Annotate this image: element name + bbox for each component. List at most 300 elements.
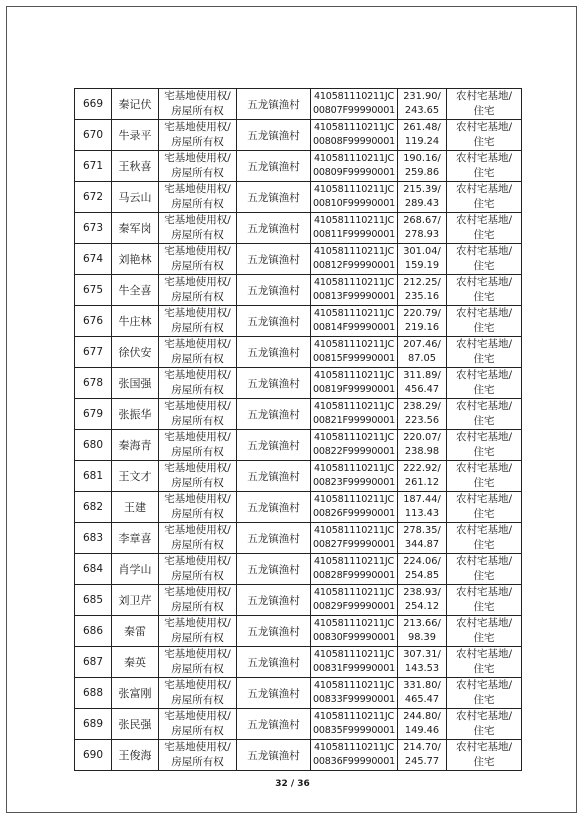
right-type-line: 宅基地使用权/ <box>164 493 231 505</box>
area-line: 119.24 <box>404 136 440 147</box>
area-line: 207.46/ <box>403 339 441 350</box>
right-type-line: 房屋所有权 <box>171 725 224 737</box>
area-cell <box>398 275 447 306</box>
land-use-line: 住宅 <box>473 632 495 644</box>
right-type-line: 房屋所有权 <box>171 570 224 582</box>
unit-code-line: 410581110211JC <box>314 587 394 598</box>
unit-code-line: 410581110211JC <box>314 556 394 567</box>
right-type-line: 宅基地使用权/ <box>164 710 231 722</box>
land-use-cell <box>447 678 522 709</box>
land-use-line: 住宅 <box>473 322 495 334</box>
land-use-line: 农村宅基地/ <box>455 152 513 164</box>
area-cell <box>398 337 447 368</box>
unit-code-line: 00828F99990001 <box>312 570 396 581</box>
land-use-cell <box>447 585 522 616</box>
location-cell: 五龙镇渔村 <box>237 554 311 585</box>
right-type-cell <box>159 585 237 616</box>
right-type-cell <box>159 306 237 337</box>
land-use-line: 农村宅基地/ <box>455 648 513 660</box>
unit-code-line: 00827F99990001 <box>312 539 396 550</box>
area-line: 212.25/ <box>403 277 441 288</box>
right-type-cell <box>159 492 237 523</box>
table-row <box>75 616 522 647</box>
unit-code-line: 410581110211JC <box>314 432 394 443</box>
land-use-cell <box>447 306 522 337</box>
land-use-line: 农村宅基地/ <box>455 400 513 412</box>
owner-name-cell: 秦海青 <box>112 430 159 461</box>
unit-code-line: 410581110211JC <box>314 463 394 474</box>
unit-code-line: 00831F99990001 <box>312 663 396 674</box>
area-cell <box>398 678 447 709</box>
right-type-cell <box>159 368 237 399</box>
unit-code-line: 410581110211JC <box>314 401 394 412</box>
right-type-cell <box>159 399 237 430</box>
row-number-cell: 676 <box>75 306 112 337</box>
owner-name-cell: 王俊海 <box>112 740 159 771</box>
land-use-line: 住宅 <box>473 229 495 241</box>
row-number-cell: 688 <box>75 678 112 709</box>
land-use-cell <box>447 430 522 461</box>
land-use-line: 住宅 <box>473 694 495 706</box>
right-type-line: 宅基地使用权/ <box>164 369 231 381</box>
area-line: 219.16 <box>404 322 440 333</box>
unit-code-cell <box>311 368 398 399</box>
unit-code-line: 410581110211JC <box>314 618 394 629</box>
area-line: 238.29/ <box>403 401 441 412</box>
table-row <box>75 585 522 616</box>
right-type-line: 房屋所有权 <box>171 477 224 489</box>
right-type-line: 宅基地使用权/ <box>164 400 231 412</box>
unit-code-line: 410581110211JC <box>314 308 394 319</box>
table-row <box>75 709 522 740</box>
land-use-cell <box>447 213 522 244</box>
table-row <box>75 337 522 368</box>
area-line: 254.85 <box>404 570 440 581</box>
area-line: 254.12 <box>404 601 440 612</box>
unit-code-line: 410581110211JC <box>314 742 394 753</box>
table-row <box>75 740 522 771</box>
location-cell: 五龙镇渔村 <box>237 213 311 244</box>
area-line: 245.77 <box>404 756 440 767</box>
area-cell <box>398 461 447 492</box>
right-type-line: 房屋所有权 <box>171 508 224 520</box>
right-type-line: 房屋所有权 <box>171 632 224 644</box>
location-cell: 五龙镇渔村 <box>237 182 311 213</box>
owner-name-cell: 秦雷 <box>112 616 159 647</box>
right-type-cell <box>159 554 237 585</box>
area-line: 465.47 <box>404 694 440 705</box>
right-type-line: 房屋所有权 <box>171 353 224 365</box>
land-use-line: 农村宅基地/ <box>455 493 513 505</box>
table-row <box>75 213 522 244</box>
land-use-cell <box>447 89 522 120</box>
area-line: 87.05 <box>407 353 437 364</box>
owner-name-cell: 刘卫芹 <box>112 585 159 616</box>
unit-code-line: 410581110211JC <box>314 122 394 133</box>
land-use-line: 农村宅基地/ <box>455 276 513 288</box>
land-use-line: 住宅 <box>473 415 495 427</box>
right-type-line: 宅基地使用权/ <box>164 555 231 567</box>
right-type-line: 宅基地使用权/ <box>164 245 231 257</box>
land-use-line: 住宅 <box>473 260 495 272</box>
right-type-line: 宅基地使用权/ <box>164 90 231 102</box>
land-use-line: 住宅 <box>473 663 495 675</box>
land-use-line: 住宅 <box>473 384 495 396</box>
unit-code-line: 00823F99990001 <box>312 477 396 488</box>
unit-code-line: 00807F99990001 <box>312 105 396 116</box>
row-number-cell: 690 <box>75 740 112 771</box>
location-cell: 五龙镇渔村 <box>237 306 311 337</box>
row-number-cell: 669 <box>75 89 112 120</box>
unit-code-line: 00812F99990001 <box>312 260 396 271</box>
area-cell <box>398 647 447 678</box>
right-type-line: 宅基地使用权/ <box>164 276 231 288</box>
area-line: 113.43 <box>404 508 440 519</box>
land-use-line: 住宅 <box>473 446 495 458</box>
land-use-line: 农村宅基地/ <box>455 214 513 226</box>
location-cell: 五龙镇渔村 <box>237 368 311 399</box>
land-use-line: 住宅 <box>473 756 495 768</box>
unit-code-line: 00835F99990001 <box>312 725 396 736</box>
unit-code-line: 410581110211JC <box>314 711 394 722</box>
area-line: 220.07/ <box>403 432 441 443</box>
land-use-cell <box>447 337 522 368</box>
unit-code-line: 410581110211JC <box>314 277 394 288</box>
area-line: 289.43 <box>404 198 440 209</box>
unit-code-line: 410581110211JC <box>314 370 394 381</box>
area-cell <box>398 399 447 430</box>
unit-code-line: 00815F99990001 <box>312 353 396 364</box>
unit-code-line: 00809F99990001 <box>312 167 396 178</box>
unit-code-cell <box>311 337 398 368</box>
unit-code-line: 410581110211JC <box>314 649 394 660</box>
right-type-line: 宅基地使用权/ <box>164 462 231 474</box>
right-type-line: 房屋所有权 <box>171 415 224 427</box>
area-line: 223.56 <box>404 415 440 426</box>
land-use-cell <box>447 182 522 213</box>
area-line: 456.47 <box>404 384 440 395</box>
unit-code-line: 410581110211JC <box>314 184 394 195</box>
right-type-line: 房屋所有权 <box>171 539 224 551</box>
row-number-cell: 686 <box>75 616 112 647</box>
owner-name-cell: 王文才 <box>112 461 159 492</box>
row-number-cell: 672 <box>75 182 112 213</box>
right-type-line: 宅基地使用权/ <box>164 648 231 660</box>
area-line: 224.06/ <box>403 556 441 567</box>
table-row <box>75 244 522 275</box>
area-line: 214.70/ <box>403 742 441 753</box>
area-line: 311.89/ <box>403 370 441 381</box>
unit-code-line: 00811F99990001 <box>312 229 396 240</box>
owner-name-cell: 马云山 <box>112 182 159 213</box>
row-number-cell: 677 <box>75 337 112 368</box>
right-type-line: 宅基地使用权/ <box>164 679 231 691</box>
land-use-line: 农村宅基地/ <box>455 462 513 474</box>
unit-code-line: 410581110211JC <box>314 91 394 102</box>
right-type-cell <box>159 213 237 244</box>
area-line: 222.92/ <box>403 463 441 474</box>
right-type-cell <box>159 151 237 182</box>
land-use-cell <box>447 554 522 585</box>
unit-code-line: 410581110211JC <box>314 246 394 257</box>
right-type-cell <box>159 120 237 151</box>
unit-code-cell <box>311 89 398 120</box>
right-type-line: 宅基地使用权/ <box>164 617 231 629</box>
area-line: 238.93/ <box>403 587 441 598</box>
right-type-line: 房屋所有权 <box>171 291 224 303</box>
area-cell <box>398 306 447 337</box>
land-use-line: 住宅 <box>473 353 495 365</box>
area-cell <box>398 120 447 151</box>
right-type-line: 房屋所有权 <box>171 756 224 768</box>
area-line: 98.39 <box>407 632 437 643</box>
table-row <box>75 151 522 182</box>
area-line: 344.87 <box>404 539 440 550</box>
unit-code-cell <box>311 554 398 585</box>
table-row <box>75 306 522 337</box>
table-row <box>75 554 522 585</box>
row-number-cell: 673 <box>75 213 112 244</box>
right-type-line: 房屋所有权 <box>171 198 224 210</box>
right-type-line: 房屋所有权 <box>171 694 224 706</box>
land-use-line: 农村宅基地/ <box>455 679 513 691</box>
right-type-line: 宅基地使用权/ <box>164 431 231 443</box>
location-cell: 五龙镇渔村 <box>237 337 311 368</box>
area-line: 261.12 <box>404 477 440 488</box>
area-cell <box>398 616 447 647</box>
table-row <box>75 368 522 399</box>
area-cell <box>398 523 447 554</box>
area-line: 143.53 <box>404 663 440 674</box>
area-line: 235.16 <box>404 291 440 302</box>
area-line: 220.79/ <box>403 308 441 319</box>
location-cell: 五龙镇渔村 <box>237 275 311 306</box>
owner-name-cell: 张富刚 <box>112 678 159 709</box>
location-cell: 五龙镇渔村 <box>237 647 311 678</box>
land-use-cell <box>447 709 522 740</box>
right-type-cell <box>159 337 237 368</box>
land-use-line: 农村宅基地/ <box>455 555 513 567</box>
land-use-line: 农村宅基地/ <box>455 245 513 257</box>
row-number-cell: 670 <box>75 120 112 151</box>
location-cell: 五龙镇渔村 <box>237 709 311 740</box>
row-number-cell: 683 <box>75 523 112 554</box>
right-type-line: 房屋所有权 <box>171 663 224 675</box>
location-cell: 五龙镇渔村 <box>237 151 311 182</box>
right-type-cell <box>159 647 237 678</box>
land-use-cell <box>447 368 522 399</box>
area-cell <box>398 213 447 244</box>
area-cell <box>398 89 447 120</box>
right-type-line: 房屋所有权 <box>171 322 224 334</box>
unit-code-cell <box>311 399 398 430</box>
unit-code-line: 410581110211JC <box>314 680 394 691</box>
owner-name-cell: 秦记伏 <box>112 89 159 120</box>
right-type-line: 宅基地使用权/ <box>164 586 231 598</box>
area-cell <box>398 709 447 740</box>
location-cell: 五龙镇渔村 <box>237 399 311 430</box>
location-cell: 五龙镇渔村 <box>237 616 311 647</box>
right-type-cell <box>159 461 237 492</box>
location-cell: 五龙镇渔村 <box>237 120 311 151</box>
area-line: 268.67/ <box>403 215 441 226</box>
right-type-line: 房屋所有权 <box>171 446 224 458</box>
land-use-line: 住宅 <box>473 136 495 148</box>
row-number-cell: 680 <box>75 430 112 461</box>
location-cell: 五龙镇渔村 <box>237 244 311 275</box>
unit-code-line: 00822F99990001 <box>312 446 396 457</box>
unit-code-cell <box>311 585 398 616</box>
right-type-line: 宅基地使用权/ <box>164 121 231 133</box>
land-use-line: 农村宅基地/ <box>455 90 513 102</box>
unit-code-cell <box>311 616 398 647</box>
unit-code-cell <box>311 678 398 709</box>
area-line: 190.16/ <box>403 153 441 164</box>
land-use-line: 农村宅基地/ <box>455 710 513 722</box>
right-type-line: 宅基地使用权/ <box>164 338 231 350</box>
land-use-line: 住宅 <box>473 198 495 210</box>
area-line: 231.90/ <box>403 91 441 102</box>
land-use-line: 农村宅基地/ <box>455 121 513 133</box>
owner-name-cell: 牛全喜 <box>112 275 159 306</box>
area-line: 307.31/ <box>403 649 441 660</box>
area-line: 259.86 <box>404 167 440 178</box>
land-use-line: 农村宅基地/ <box>455 741 513 753</box>
land-use-line: 农村宅基地/ <box>455 524 513 536</box>
land-use-line: 住宅 <box>473 167 495 179</box>
location-cell: 五龙镇渔村 <box>237 430 311 461</box>
unit-code-cell <box>311 182 398 213</box>
area-cell <box>398 492 447 523</box>
land-use-cell <box>447 616 522 647</box>
owner-name-cell: 牛录平 <box>112 120 159 151</box>
unit-code-line: 00829F99990001 <box>312 601 396 612</box>
table-row <box>75 89 522 120</box>
row-number-cell: 675 <box>75 275 112 306</box>
unit-code-cell <box>311 523 398 554</box>
owner-name-cell: 牛庄林 <box>112 306 159 337</box>
land-use-cell <box>447 275 522 306</box>
land-use-cell <box>447 151 522 182</box>
land-use-line: 住宅 <box>473 105 495 117</box>
owner-name-cell: 王建 <box>112 492 159 523</box>
right-type-line: 房屋所有权 <box>171 260 224 272</box>
area-line: 238.98 <box>404 446 440 457</box>
right-type-cell <box>159 244 237 275</box>
unit-code-line: 00836F99990001 <box>312 756 396 767</box>
row-number-cell: 681 <box>75 461 112 492</box>
land-use-line: 住宅 <box>473 725 495 737</box>
unit-code-line: 00826F99990001 <box>312 508 396 519</box>
right-type-line: 房屋所有权 <box>171 136 224 148</box>
right-type-line: 宅基地使用权/ <box>164 214 231 226</box>
row-number-cell: 689 <box>75 709 112 740</box>
land-use-line: 住宅 <box>473 601 495 613</box>
right-type-cell <box>159 182 237 213</box>
land-use-cell <box>447 120 522 151</box>
owner-name-cell: 李章喜 <box>112 523 159 554</box>
area-line: 278.93 <box>404 229 440 240</box>
unit-code-line: 00813F99990001 <box>312 291 396 302</box>
owner-name-cell: 张民强 <box>112 709 159 740</box>
table-row <box>75 120 522 151</box>
area-cell <box>398 244 447 275</box>
owner-name-cell: 徐伏安 <box>112 337 159 368</box>
owner-name-cell: 王秋喜 <box>112 151 159 182</box>
land-use-line: 住宅 <box>473 539 495 551</box>
area-line: 215.39/ <box>403 184 441 195</box>
land-use-cell <box>447 523 522 554</box>
right-type-line: 宅基地使用权/ <box>164 152 231 164</box>
location-cell: 五龙镇渔村 <box>237 89 311 120</box>
area-line: 213.66/ <box>403 618 441 629</box>
unit-code-line: 410581110211JC <box>314 494 394 505</box>
unit-code-line: 00810F99990001 <box>312 198 396 209</box>
table-row <box>75 461 522 492</box>
location-cell: 五龙镇渔村 <box>237 678 311 709</box>
table-row <box>75 430 522 461</box>
land-use-line: 住宅 <box>473 477 495 489</box>
unit-code-cell <box>311 306 398 337</box>
unit-code-cell <box>311 647 398 678</box>
area-line: 331.80/ <box>403 680 441 691</box>
land-use-line: 农村宅基地/ <box>455 183 513 195</box>
land-use-cell <box>447 244 522 275</box>
right-type-cell <box>159 616 237 647</box>
area-line: 187.44/ <box>403 494 441 505</box>
owner-name-cell: 张振华 <box>112 399 159 430</box>
property-register-table <box>74 88 522 771</box>
right-type-line: 房屋所有权 <box>171 384 224 396</box>
unit-code-cell <box>311 461 398 492</box>
location-cell: 五龙镇渔村 <box>237 523 311 554</box>
land-use-line: 住宅 <box>473 291 495 303</box>
area-cell <box>398 182 447 213</box>
unit-code-line: 410581110211JC <box>314 525 394 536</box>
owner-name-cell: 肖学山 <box>112 554 159 585</box>
land-use-line: 农村宅基地/ <box>455 307 513 319</box>
area-line: 278.35/ <box>403 525 441 536</box>
unit-code-cell <box>311 740 398 771</box>
row-number-cell: 682 <box>75 492 112 523</box>
row-number-cell: 671 <box>75 151 112 182</box>
unit-code-line: 00819F99990001 <box>312 384 396 395</box>
row-number-cell: 679 <box>75 399 112 430</box>
area-line: 159.19 <box>404 260 440 271</box>
row-number-cell: 674 <box>75 244 112 275</box>
right-type-cell <box>159 678 237 709</box>
unit-code-line: 410581110211JC <box>314 215 394 226</box>
land-use-cell <box>447 740 522 771</box>
area-cell <box>398 368 447 399</box>
unit-code-cell <box>311 430 398 461</box>
right-type-line: 宅基地使用权/ <box>164 741 231 753</box>
unit-code-cell <box>311 709 398 740</box>
unit-code-cell <box>311 275 398 306</box>
land-use-cell <box>447 461 522 492</box>
right-type-cell <box>159 709 237 740</box>
right-type-line: 宅基地使用权/ <box>164 307 231 319</box>
row-number-cell: 684 <box>75 554 112 585</box>
right-type-cell <box>159 275 237 306</box>
unit-code-line: 410581110211JC <box>314 153 394 164</box>
unit-code-line: 00830F99990001 <box>312 632 396 643</box>
land-use-line: 农村宅基地/ <box>455 369 513 381</box>
area-line: 301.04/ <box>403 246 441 257</box>
owner-name-cell: 秦英 <box>112 647 159 678</box>
unit-code-line: 410581110211JC <box>314 339 394 350</box>
location-cell: 五龙镇渔村 <box>237 585 311 616</box>
